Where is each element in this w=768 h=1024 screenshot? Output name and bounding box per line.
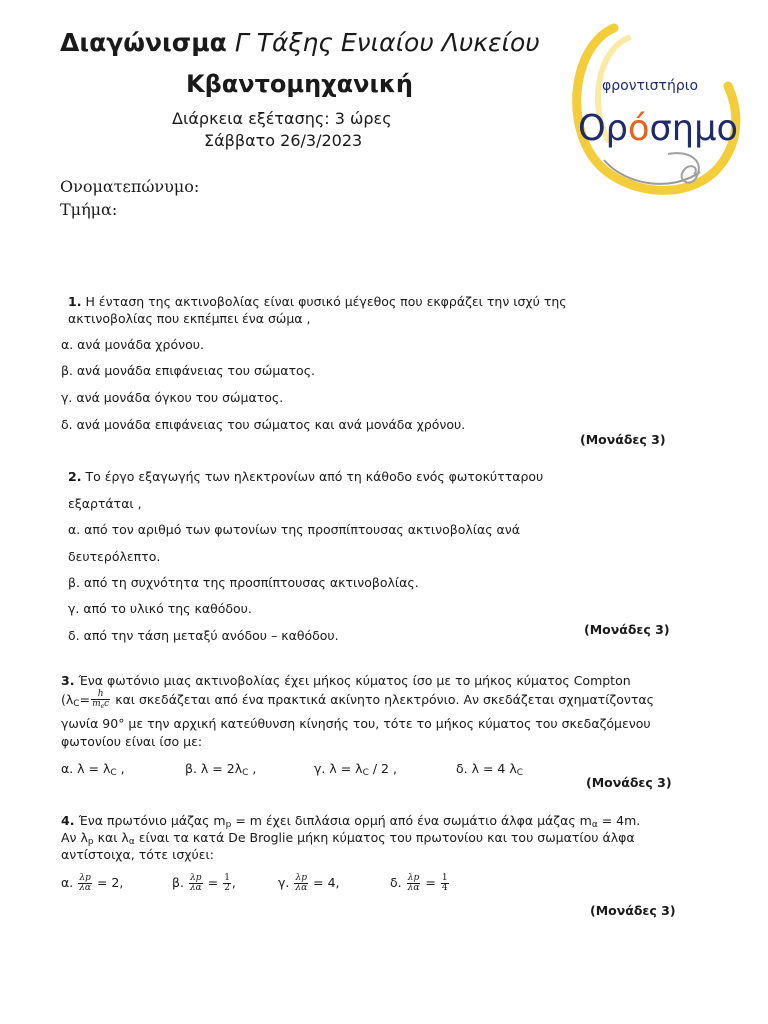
value-fraction [223,874,231,893]
option-label: γ. [278,875,290,890]
question-number: 3. [61,673,75,688]
lambda-ratio [294,874,308,893]
value-numerator: 1 [441,873,448,883]
option-tail: , [248,761,257,776]
question-text: είναι τα κατά De Broglie μήκη κύματος του πρωτονίου και του σωματίου άλφα [134,830,635,845]
option-text: α. λ = λ [61,761,111,776]
question-3-line-3: γωνία 90° με την αρχική κατεύθυνση κίνησής του, τότε το μήκος κύματος του σκεδαζόμενου [61,716,651,731]
question-4-option-b [172,874,236,893]
question-text: Ένα φωτόνιο μιας ακτινοβολίας έχει μήκος κύματος ίσο με το μήκος κύματος Compton [78,673,631,688]
question-4-option-a [61,874,123,893]
question-text: Αν λ [61,830,88,845]
compton-prefix: (λ [61,692,74,707]
question-2-marks: (Μονάδες 3) [584,622,670,637]
fraction-denominator-subscript: e [100,703,105,710]
option-value: = 4, [313,875,340,890]
fraction-denominator-base: m [92,699,101,709]
question-2-option-d: δ. από την τάση μεταξύ ανόδου – καθόδου. [68,628,339,643]
ratio-denominator: λα [295,883,308,893]
mass-subscript-p: p [225,820,232,830]
class-label: Τμήμα: [60,200,118,219]
question-4-option-c [278,874,340,893]
option-subscript: C [362,768,369,778]
value-numerator: 1 [224,873,230,883]
exam-subject: Κβαντομηχανική [186,70,413,98]
logo-main-text [578,108,741,149]
question-4-option-d [390,874,450,893]
option-label: δ. [390,875,402,890]
logo-main-text-accent: ό [628,108,651,149]
question-4-marks: (Μονάδες 3) [590,903,676,918]
question-2-option-b: β. από τη συχνότητα της προσπίπτουσας ακτινοβολίας. [68,575,419,590]
value-denominator: 2 [224,883,230,893]
lambda-ratio [78,874,92,893]
exam-title-bold: Διαγώνισμα [60,28,227,57]
ratio-numerator: λp [295,873,307,883]
mass-subscript-alpha: α [591,820,598,830]
option-text: β. λ = 2λ [185,761,243,776]
question-number: 1. [68,294,82,309]
question-3-line-2 [61,690,654,713]
option-text: δ. λ = 4 λ [456,761,517,776]
school-logo [568,22,744,200]
question-text: = 4m. [597,813,641,828]
ratio-denominator: λα [79,883,91,893]
question-text: Το έργο εξαγωγής των ηλεκτρονίων από τη κάθοδο ενός φωτοκύτταρου [85,469,544,484]
question-number: 2. [68,469,82,484]
question-text: Ένα πρωτόνιο μάζας m [78,813,226,828]
question-2-option-a: α. από τον αριθμό των φωτονίων της προσπίπτουσας ακτινοβολίας ανά [68,522,521,537]
option-subscript: C [516,768,524,778]
question-1-stem-line-2: ακτινοβολίας που εκπέμπει ένα σώμα , [68,311,311,326]
option-tail: , [116,761,125,776]
question-1-option-d: δ. ανά μονάδα επιφάνειας του σώματος και ανά μονάδα χρόνου. [61,417,466,432]
exam-title-class: Γ Τάξης Ενιαίου Λυκείου [234,28,540,57]
logo-main-text-part: σημο [649,108,741,149]
question-number: 4. [61,813,75,828]
ratio-numerator: λp [407,873,420,883]
question-text: = m έχει διπλάσια ορμή από ένα σωμάτιο άλφα μάζας m [231,813,592,828]
value-denominator: 4 [441,883,448,893]
ratio-numerator: λp [190,873,202,883]
option-tail: , [231,875,236,890]
lambda-ratio [407,874,421,893]
question-2-option-a-cont: δευτερόλεπτο. [68,549,161,564]
lambda-ratio [189,874,203,893]
compton-equals: = [79,692,91,707]
question-4-line-3: αντίστοιχα, τότε ισχύει: [61,847,214,862]
question-1-option-b: β. ανά μονάδα επιφάνειας του σώματος. [61,363,316,378]
option-label: β. [172,875,184,890]
option-tail: / 2 , [368,761,397,776]
compton-fraction [91,690,110,711]
question-text: και λ [93,830,129,845]
option-value: = 2, [96,875,124,890]
fraction-denominator-tail: c [104,699,110,709]
exam-title [60,28,540,57]
fraction-numerator: h [91,690,110,700]
question-1-marks: (Μονάδες 3) [580,432,666,447]
question-1-option-c: γ. ανά μονάδα όγκου του σώματος. [61,390,284,405]
lambda-subscript-p: p [87,837,94,847]
option-subscript: C [110,768,117,778]
question-text: και σκεδάζεται από ένα πρακτικά ακίνητο ηλεκτρόνιο. Αν σκεδάζεται σχηματίζοντας [115,692,654,707]
question-2-stem-line-2: εξαρτάται , [68,496,142,511]
question-2-stem-line-1 [68,468,543,485]
ratio-numerator: λp [79,873,91,883]
lambda-subscript-alpha: α [128,837,135,847]
value-fraction [441,874,449,893]
name-label: Ονοματεπώνυμο: [60,177,200,196]
question-1-stem-line-1 [68,293,567,310]
question-2-option-c: γ. από το υλικό της καθόδου. [68,601,252,616]
logo-main-text-part: Ορ [578,108,630,149]
fraction-denominator [91,700,110,711]
option-equals: = [425,875,436,890]
ratio-denominator: λα [189,883,202,893]
question-3-option-b [185,760,256,782]
logo-top-text: φροντιστήριο [602,78,699,94]
compton-subscript: C [73,699,80,709]
question-1-option-a: α. ανά μονάδα χρόνου. [61,337,204,352]
option-subscript: C [242,768,249,778]
question-text: Η ένταση της ακτινοβολίας είναι φυσικό μέγεθος που εκφράζει την ισχύ της [85,294,567,309]
question-3-line-1 [61,672,631,689]
question-3-line-4: φωτονίου είναι ίσο με: [61,734,203,749]
exam-duration: Διάρκεια εξέτασης: 3 ώρες [172,109,392,128]
question-3-option-d [456,760,523,782]
option-label: α. [61,875,74,890]
question-3-option-a [61,760,125,782]
logo-spiral [668,153,699,182]
option-equals: = [207,875,219,890]
question-3-marks: (Μονάδες 3) [586,775,672,790]
question-3-option-c [314,760,397,782]
exam-date: Σάββατο 26/3/2023 [204,131,363,150]
ratio-denominator: λα [407,883,420,893]
option-text: γ. λ = λ [314,761,363,776]
